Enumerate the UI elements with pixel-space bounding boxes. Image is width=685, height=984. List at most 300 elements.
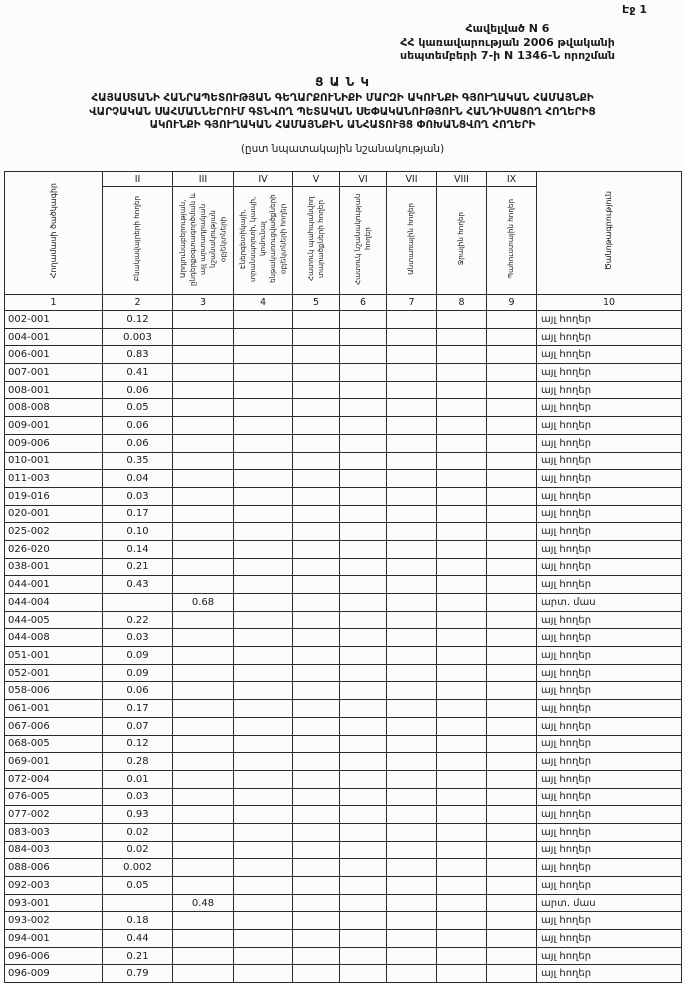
note-cell: այլ հողեր bbox=[537, 947, 682, 965]
water-land-cell bbox=[437, 664, 487, 682]
protected-land-cell bbox=[293, 682, 340, 700]
infrastructure-land-cell bbox=[234, 346, 293, 364]
table-row bbox=[5, 311, 682, 329]
infrastructure-land-cell bbox=[234, 717, 293, 735]
document-title: Ց Ա Ն Կ bbox=[315, 75, 370, 89]
special-land-cell bbox=[340, 859, 387, 877]
column-number: 2 bbox=[103, 295, 173, 311]
residential-land-value-cell: 0.04 bbox=[103, 470, 173, 488]
forest-land-cell bbox=[387, 505, 437, 523]
reserve-land-cell bbox=[487, 594, 537, 612]
residential-land-value-cell: 0.17 bbox=[103, 700, 173, 718]
table-row bbox=[5, 735, 682, 753]
subtitle-line: ԱԿՈՒՆՔԻ ԳՅՈՒՂԱԿԱՆ ՀԱՄԱՅՆՔԻՆ ԱՆՀԱՏՈՒՅՑ ՓՈԽԱՆՑՎՈՂ ՀՈՂԵՐԻ bbox=[149, 119, 536, 131]
table-row bbox=[5, 859, 682, 877]
table-row bbox=[5, 770, 682, 788]
water-land-cell bbox=[437, 505, 487, 523]
reserve-land-cell bbox=[487, 823, 537, 841]
water-land-cell bbox=[437, 859, 487, 877]
protected-land-cell bbox=[293, 735, 340, 753]
parcel-code-cell: 044-004 bbox=[5, 594, 103, 612]
forest-land-cell bbox=[387, 647, 437, 665]
reserve-land-cell bbox=[487, 841, 537, 859]
industrial-land-value-cell bbox=[173, 540, 234, 558]
residential-land-value-cell: 0.18 bbox=[103, 912, 173, 930]
water-land-cell bbox=[437, 594, 487, 612]
table-row bbox=[5, 540, 682, 558]
industrial-land-value-cell bbox=[173, 735, 234, 753]
note-cell: այլ հողեր bbox=[537, 753, 682, 771]
infrastructure-land-cell bbox=[234, 806, 293, 824]
industrial-land-value-cell bbox=[173, 576, 234, 594]
forest-land-cell bbox=[387, 629, 437, 647]
industrial-land-value-cell bbox=[173, 558, 234, 576]
reserve-land-cell bbox=[487, 753, 537, 771]
reserve-land-cell bbox=[487, 647, 537, 665]
protected-land-cell bbox=[293, 540, 340, 558]
column-header-label: Արդյունաբերության, ընդերքօգտագործման և այլ արտադրական նշանակության օբյեկտների bbox=[177, 191, 228, 286]
residential-land-value-cell: 0.41 bbox=[103, 364, 173, 382]
industrial-land-value-cell bbox=[173, 806, 234, 824]
table-row bbox=[5, 328, 682, 346]
column-number: 8 bbox=[437, 295, 487, 311]
infrastructure-land-cell bbox=[234, 647, 293, 665]
note-cell: այլ հողեր bbox=[537, 841, 682, 859]
protected-land-cell bbox=[293, 700, 340, 718]
note-cell: այլ հողեր bbox=[537, 364, 682, 382]
forest-land-cell bbox=[387, 487, 437, 505]
reserve-land-cell bbox=[487, 877, 537, 895]
note-cell: այլ հողեր bbox=[537, 664, 682, 682]
water-land-cell bbox=[437, 770, 487, 788]
infrastructure-land-cell bbox=[234, 859, 293, 877]
note-cell: այլ հողեր bbox=[537, 912, 682, 930]
column-number: 7 bbox=[387, 295, 437, 311]
parcel-code-cell: 009-001 bbox=[5, 417, 103, 435]
special-land-cell bbox=[340, 470, 387, 488]
infrastructure-land-cell bbox=[234, 629, 293, 647]
infrastructure-land-cell bbox=[234, 611, 293, 629]
parcel-code-cell: 011-003 bbox=[5, 470, 103, 488]
protected-land-cell bbox=[293, 788, 340, 806]
industrial-land-value-cell bbox=[173, 877, 234, 895]
column-number: 9 bbox=[487, 295, 537, 311]
forest-land-cell bbox=[387, 877, 437, 895]
reserve-land-cell bbox=[487, 558, 537, 576]
column-header bbox=[487, 187, 537, 295]
parcel-code-cell: 044-005 bbox=[5, 611, 103, 629]
protected-land-cell bbox=[293, 487, 340, 505]
infrastructure-land-cell bbox=[234, 947, 293, 965]
forest-land-cell bbox=[387, 523, 437, 541]
parcel-code-cell: 068-005 bbox=[5, 735, 103, 753]
industrial-land-value-cell bbox=[173, 470, 234, 488]
water-land-cell bbox=[437, 947, 487, 965]
industrial-land-value-cell bbox=[173, 664, 234, 682]
forest-land-cell bbox=[387, 717, 437, 735]
column-number: 3 bbox=[173, 295, 234, 311]
reserve-land-cell bbox=[487, 364, 537, 382]
parcel-code-cell: 092-003 bbox=[5, 877, 103, 895]
special-land-cell bbox=[340, 700, 387, 718]
infrastructure-land-cell bbox=[234, 877, 293, 895]
note-cell: այլ հողեր bbox=[537, 735, 682, 753]
note-cell: արտ. մաս bbox=[537, 894, 682, 912]
water-land-cell bbox=[437, 381, 487, 399]
forest-land-cell bbox=[387, 682, 437, 700]
industrial-land-value-cell bbox=[173, 717, 234, 735]
infrastructure-land-cell bbox=[234, 894, 293, 912]
reserve-land-cell bbox=[487, 487, 537, 505]
protected-land-cell bbox=[293, 505, 340, 523]
table-row bbox=[5, 788, 682, 806]
parcel-code-cell: 010-001 bbox=[5, 452, 103, 470]
table-row bbox=[5, 594, 682, 612]
parcel-code-cell: 007-001 bbox=[5, 364, 103, 382]
reserve-land-cell bbox=[487, 859, 537, 877]
residential-land-value-cell: 0.79 bbox=[103, 965, 173, 983]
column-number: 6 bbox=[340, 295, 387, 311]
industrial-land-value-cell bbox=[173, 947, 234, 965]
special-land-cell bbox=[340, 930, 387, 948]
forest-land-cell bbox=[387, 417, 437, 435]
protected-land-cell bbox=[293, 753, 340, 771]
protected-land-cell bbox=[293, 947, 340, 965]
note-cell: այլ հողեր bbox=[537, 434, 682, 452]
special-land-cell bbox=[340, 346, 387, 364]
column-header bbox=[387, 187, 437, 295]
table-row bbox=[5, 576, 682, 594]
infrastructure-land-cell bbox=[234, 770, 293, 788]
forest-land-cell bbox=[387, 788, 437, 806]
residential-land-value-cell: 0.003 bbox=[103, 328, 173, 346]
infrastructure-land-cell bbox=[234, 487, 293, 505]
industrial-land-value-cell bbox=[173, 328, 234, 346]
column-header bbox=[340, 187, 387, 295]
water-land-cell bbox=[437, 823, 487, 841]
table-row bbox=[5, 877, 682, 895]
column-number: 4 bbox=[234, 295, 293, 311]
reserve-land-cell bbox=[487, 770, 537, 788]
protected-land-cell bbox=[293, 434, 340, 452]
reserve-land-cell bbox=[487, 788, 537, 806]
reserve-land-cell bbox=[487, 912, 537, 930]
industrial-land-value-cell bbox=[173, 399, 234, 417]
note-cell: այլ հողեր bbox=[537, 328, 682, 346]
reserve-land-cell bbox=[487, 894, 537, 912]
special-land-cell bbox=[340, 841, 387, 859]
infrastructure-land-cell bbox=[234, 558, 293, 576]
water-land-cell bbox=[437, 647, 487, 665]
protected-land-cell bbox=[293, 311, 340, 329]
special-land-cell bbox=[340, 328, 387, 346]
note-cell: այլ հողեր bbox=[537, 523, 682, 541]
infrastructure-land-cell bbox=[234, 841, 293, 859]
water-land-cell bbox=[437, 523, 487, 541]
column-numeral: IV bbox=[234, 172, 293, 187]
forest-land-cell bbox=[387, 381, 437, 399]
forest-land-cell bbox=[387, 611, 437, 629]
water-land-cell bbox=[437, 629, 487, 647]
reserve-land-cell bbox=[487, 664, 537, 682]
header-note bbox=[537, 172, 682, 295]
protected-land-cell bbox=[293, 523, 340, 541]
parcel-code-cell: 061-001 bbox=[5, 700, 103, 718]
residential-land-value-cell: 0.07 bbox=[103, 717, 173, 735]
water-land-cell bbox=[437, 841, 487, 859]
industrial-land-value-cell: 0.48 bbox=[173, 894, 234, 912]
industrial-land-value-cell bbox=[173, 788, 234, 806]
note-cell: այլ հողեր bbox=[537, 576, 682, 594]
infrastructure-land-cell bbox=[234, 576, 293, 594]
special-land-cell bbox=[340, 682, 387, 700]
protected-land-cell bbox=[293, 417, 340, 435]
industrial-land-value-cell bbox=[173, 965, 234, 983]
water-land-cell bbox=[437, 894, 487, 912]
parcel-code-cell: 006-001 bbox=[5, 346, 103, 364]
industrial-land-value-cell bbox=[173, 841, 234, 859]
industrial-land-value-cell bbox=[173, 611, 234, 629]
table-row bbox=[5, 682, 682, 700]
parcel-code-cell: 026-020 bbox=[5, 540, 103, 558]
water-land-cell bbox=[437, 487, 487, 505]
note-cell: այլ հողեր bbox=[537, 859, 682, 877]
residential-land-value-cell: 0.03 bbox=[103, 788, 173, 806]
parcel-code-cell: 093-001 bbox=[5, 894, 103, 912]
forest-land-cell bbox=[387, 965, 437, 983]
protected-land-cell bbox=[293, 859, 340, 877]
reserve-land-cell bbox=[487, 806, 537, 824]
industrial-land-value-cell: 0.68 bbox=[173, 594, 234, 612]
table-row bbox=[5, 717, 682, 735]
industrial-land-value-cell bbox=[173, 381, 234, 399]
reserve-land-cell bbox=[487, 735, 537, 753]
infrastructure-land-cell bbox=[234, 664, 293, 682]
table-row bbox=[5, 753, 682, 771]
forest-land-cell bbox=[387, 664, 437, 682]
table-row bbox=[5, 558, 682, 576]
infrastructure-land-cell bbox=[234, 753, 293, 771]
special-land-cell bbox=[340, 947, 387, 965]
industrial-land-value-cell bbox=[173, 753, 234, 771]
industrial-land-value-cell bbox=[173, 417, 234, 435]
residential-land-value-cell: 0.09 bbox=[103, 647, 173, 665]
industrial-land-value-cell bbox=[173, 629, 234, 647]
reserve-land-cell bbox=[487, 540, 537, 558]
column-numeral: III bbox=[173, 172, 234, 187]
reserve-land-cell bbox=[487, 523, 537, 541]
parcel-code-cell: 038-001 bbox=[5, 558, 103, 576]
protected-land-cell bbox=[293, 841, 340, 859]
water-land-cell bbox=[437, 912, 487, 930]
infrastructure-land-cell bbox=[234, 912, 293, 930]
special-land-cell bbox=[340, 629, 387, 647]
protected-land-cell bbox=[293, 611, 340, 629]
reserve-land-cell bbox=[487, 346, 537, 364]
infrastructure-land-cell bbox=[234, 417, 293, 435]
water-land-cell bbox=[437, 753, 487, 771]
water-land-cell bbox=[437, 452, 487, 470]
annex-line: սեպտեմբերի 7-ի N 1346-Ն որոշման bbox=[400, 49, 615, 62]
water-land-cell bbox=[437, 717, 487, 735]
special-land-cell bbox=[340, 487, 387, 505]
land-parcel-table bbox=[4, 171, 682, 983]
residential-land-value-cell: 0.17 bbox=[103, 505, 173, 523]
protected-land-cell bbox=[293, 364, 340, 382]
industrial-land-value-cell bbox=[173, 930, 234, 948]
special-land-cell bbox=[340, 806, 387, 824]
reserve-land-cell bbox=[487, 452, 537, 470]
residential-land-value-cell: 0.06 bbox=[103, 417, 173, 435]
infrastructure-land-cell bbox=[234, 788, 293, 806]
special-land-cell bbox=[340, 735, 387, 753]
note-cell: այլ հողեր bbox=[537, 700, 682, 718]
table-row bbox=[5, 434, 682, 452]
special-land-cell bbox=[340, 912, 387, 930]
table-row bbox=[5, 470, 682, 488]
residential-land-value-cell: 0.35 bbox=[103, 452, 173, 470]
parcel-code-cell: 019-016 bbox=[5, 487, 103, 505]
residential-land-value-cell: 0.10 bbox=[103, 523, 173, 541]
industrial-land-value-cell bbox=[173, 770, 234, 788]
industrial-land-value-cell bbox=[173, 823, 234, 841]
note-cell: այլ հողեր bbox=[537, 788, 682, 806]
table-row bbox=[5, 894, 682, 912]
infrastructure-land-cell bbox=[234, 311, 293, 329]
reserve-land-cell bbox=[487, 576, 537, 594]
table-row bbox=[5, 823, 682, 841]
forest-land-cell bbox=[387, 770, 437, 788]
special-land-cell bbox=[340, 664, 387, 682]
water-land-cell bbox=[437, 930, 487, 948]
infrastructure-land-cell bbox=[234, 470, 293, 488]
reserve-land-cell bbox=[487, 381, 537, 399]
note-cell: այլ հողեր bbox=[537, 558, 682, 576]
water-land-cell bbox=[437, 364, 487, 382]
column-numeral: VI bbox=[340, 172, 387, 187]
column-header-label: Պահուստային հողեր bbox=[506, 198, 516, 279]
protected-land-cell bbox=[293, 930, 340, 948]
note-cell: այլ հողեր bbox=[537, 965, 682, 983]
annex-line: Հավելված N 6 bbox=[465, 22, 550, 35]
table-row bbox=[5, 417, 682, 435]
reserve-land-cell bbox=[487, 505, 537, 523]
residential-land-value-cell: 0.01 bbox=[103, 770, 173, 788]
infrastructure-land-cell bbox=[234, 328, 293, 346]
table-row bbox=[5, 647, 682, 665]
forest-land-cell bbox=[387, 700, 437, 718]
water-land-cell bbox=[437, 682, 487, 700]
protected-land-cell bbox=[293, 823, 340, 841]
residential-land-value-cell: 0.06 bbox=[103, 434, 173, 452]
reserve-land-cell bbox=[487, 611, 537, 629]
water-land-cell bbox=[437, 470, 487, 488]
column-numeral: II bbox=[103, 172, 173, 187]
table-row bbox=[5, 611, 682, 629]
residential-land-value-cell bbox=[103, 894, 173, 912]
water-land-cell bbox=[437, 346, 487, 364]
parcel-code-cell: 009-006 bbox=[5, 434, 103, 452]
note-cell: այլ հողեր bbox=[537, 381, 682, 399]
parcel-code-cell: 072-004 bbox=[5, 770, 103, 788]
parcel-code-cell: 020-001 bbox=[5, 505, 103, 523]
forest-land-cell bbox=[387, 540, 437, 558]
table-row bbox=[5, 452, 682, 470]
document-subnote: (ըստ նպատակային նշանակության) bbox=[240, 143, 445, 155]
note-cell: այլ հողեր bbox=[537, 682, 682, 700]
note-cell: այլ հողեր bbox=[537, 629, 682, 647]
special-land-cell bbox=[340, 381, 387, 399]
forest-land-cell bbox=[387, 311, 437, 329]
parcel-code-cell: 004-001 bbox=[5, 328, 103, 346]
special-land-cell bbox=[340, 505, 387, 523]
subtitle-line: ՎԱՐՉԱԿԱՆ ՍԱՀՄԱՆՆԵՐՈՒՄ ԳՏՆՎՈՂ ՊԵՏԱԿԱՆ ՍԵՓԱԿԱՆՈՒԹՅՈՒՆ ՀԱՆԴԻՍԱՑՈՂ ՀՈՂԵՐԻՑ bbox=[89, 105, 596, 118]
annex-reference bbox=[340, 22, 675, 63]
special-land-cell bbox=[340, 788, 387, 806]
parcel-code-cell: 094-001 bbox=[5, 930, 103, 948]
parcel-code-cell: 025-002 bbox=[5, 523, 103, 541]
protected-land-cell bbox=[293, 770, 340, 788]
forest-land-cell bbox=[387, 894, 437, 912]
special-land-cell bbox=[340, 594, 387, 612]
protected-land-cell bbox=[293, 452, 340, 470]
residential-land-value-cell: 0.21 bbox=[103, 947, 173, 965]
parcel-code-cell: 088-006 bbox=[5, 859, 103, 877]
special-land-cell bbox=[340, 770, 387, 788]
parcel-code-cell: 077-002 bbox=[5, 806, 103, 824]
reserve-land-cell bbox=[487, 700, 537, 718]
table-row bbox=[5, 505, 682, 523]
protected-land-cell bbox=[293, 664, 340, 682]
industrial-land-value-cell bbox=[173, 311, 234, 329]
column-header-label: Էներգետիկայի, տրանսպորտի, կապի, կոմունալ ենթակառուցվածքների օբյեկտների հողեր bbox=[237, 194, 288, 283]
industrial-land-value-cell bbox=[173, 912, 234, 930]
water-land-cell bbox=[437, 965, 487, 983]
column-numeral: VIII bbox=[437, 172, 487, 187]
table-row bbox=[5, 364, 682, 382]
parcel-code-cell: 044-008 bbox=[5, 629, 103, 647]
parcel-code-cell: 069-001 bbox=[5, 753, 103, 771]
column-header-label: Անտառային հողեր bbox=[406, 202, 416, 275]
parcel-code-cell: 052-001 bbox=[5, 664, 103, 682]
residential-land-value-cell: 0.02 bbox=[103, 841, 173, 859]
forest-land-cell bbox=[387, 841, 437, 859]
forest-land-cell bbox=[387, 753, 437, 771]
special-land-cell bbox=[340, 540, 387, 558]
forest-land-cell bbox=[387, 328, 437, 346]
note-cell: այլ հողեր bbox=[537, 770, 682, 788]
forest-land-cell bbox=[387, 452, 437, 470]
residential-land-value-cell: 0.05 bbox=[103, 877, 173, 895]
protected-land-cell bbox=[293, 717, 340, 735]
column-number-row bbox=[5, 295, 682, 311]
water-land-cell bbox=[437, 558, 487, 576]
special-land-cell bbox=[340, 576, 387, 594]
special-land-cell bbox=[340, 452, 387, 470]
column-header bbox=[173, 187, 234, 295]
forest-land-cell bbox=[387, 434, 437, 452]
reserve-land-cell bbox=[487, 965, 537, 983]
residential-land-value-cell: 0.44 bbox=[103, 930, 173, 948]
special-land-cell bbox=[340, 558, 387, 576]
parcel-code-cell: 008-008 bbox=[5, 399, 103, 417]
reserve-land-cell bbox=[487, 328, 537, 346]
note-cell: այլ հողեր bbox=[537, 470, 682, 488]
column-header-label: Ջրային հողեր bbox=[456, 211, 466, 266]
reserve-land-cell bbox=[487, 947, 537, 965]
special-land-cell bbox=[340, 877, 387, 895]
protected-land-cell bbox=[293, 894, 340, 912]
